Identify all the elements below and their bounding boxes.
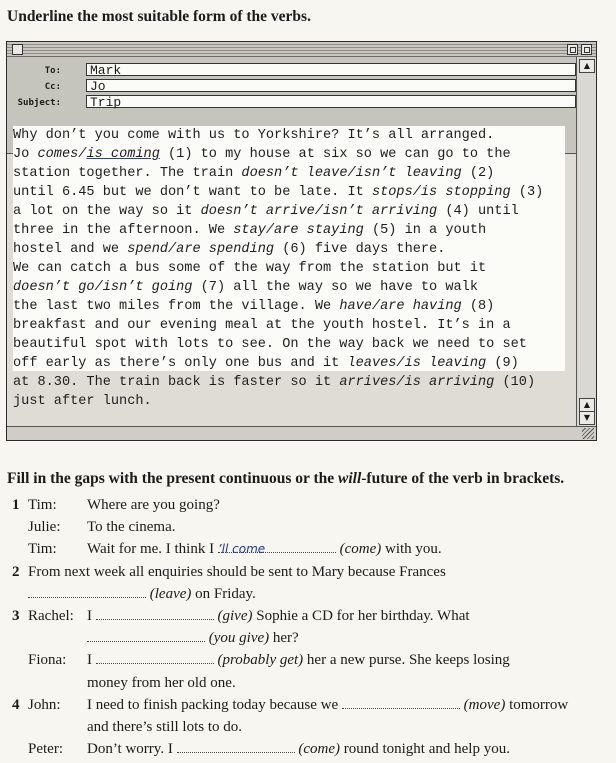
- verb-choice[interactable]: doesn’t arrive/isn’t arriving: [200, 204, 438, 219]
- question-number: 2: [12, 563, 20, 580]
- to-label: To:: [44, 66, 61, 76]
- exercise-row: [12, 538, 612, 560]
- speaker: John:: [28, 696, 61, 713]
- instruction-heading-2: [7, 470, 564, 488]
- answer-blank[interactable]: [96, 605, 214, 620]
- exercise-row: [12, 561, 612, 583]
- verb-choice[interactable]: stay/are staying: [233, 223, 364, 238]
- subject-field[interactable]: Trip: [86, 95, 576, 108]
- instruction-text: Fill in the gaps with the present continuous or the: [7, 470, 338, 487]
- verb-hint: (you give): [208, 630, 270, 647]
- dialogue-text: her a new purse. She keeps losing: [306, 652, 510, 669]
- exercise-row: [12, 694, 612, 716]
- exercise-row: [12, 494, 612, 516]
- speaker: Rachel:: [28, 607, 74, 624]
- verb-choice[interactable]: doesn’t go/isn’t going: [13, 280, 193, 295]
- speaker: Tim:: [28, 497, 57, 513]
- email-line: a lot on the way so it doesn’t arrive/isn’t arriving (4) until: [13, 204, 519, 219]
- question-number: 4: [12, 696, 20, 713]
- verb-hint: (give): [217, 607, 253, 624]
- speaker: Tim:: [28, 541, 57, 558]
- resize-grip-icon[interactable]: [582, 428, 594, 439]
- vertical-scrollbar[interactable]: [576, 57, 596, 426]
- answer-blank[interactable]: [96, 649, 214, 664]
- answer-blank[interactable]: [177, 738, 295, 753]
- email-line: station together. The train doesn’t leave/isn’t leaving (2): [13, 166, 495, 181]
- speaker: Julie:: [28, 519, 61, 536]
- verb-choice[interactable]: have/are having: [339, 299, 462, 314]
- handwritten-answer: ’ll come: [217, 542, 266, 557]
- cc-label: Cc:: [44, 82, 61, 92]
- answer-blank[interactable]: [217, 538, 336, 557]
- exercise: [12, 494, 612, 760]
- dialogue-text: I need to finish packing today because we: [87, 696, 339, 713]
- dialogue-text: tomorrow: [509, 696, 569, 713]
- exercise-row: [12, 605, 612, 627]
- instruction-text: -future of the verb in brackets.: [361, 470, 565, 487]
- zoom-box-icon[interactable]: [567, 44, 578, 55]
- email-line: doesn’t go/isn’t going (7) all the way so we have to walk: [13, 280, 478, 295]
- answer-blank[interactable]: [342, 694, 460, 709]
- email-line: until 6.45 but we don’t want to be late. It stops/is stopping (3): [13, 185, 544, 200]
- email-line: the last two miles from the village. We have/are having (8): [13, 299, 495, 314]
- dialogue-text: with you.: [384, 541, 442, 558]
- answer-blank[interactable]: [28, 583, 146, 598]
- exercise-row: [12, 738, 612, 760]
- speaker: Fiona:: [28, 652, 67, 669]
- email-line: breakfast and our evening meal at the youth hostel. It’s in a: [13, 318, 511, 333]
- verb-choice[interactable]: doesn’t leave/isn’t leaving: [241, 166, 462, 181]
- email-line: at 8.30. The train back is faster so it arrives/is arriving (10): [13, 375, 536, 390]
- email-line: off early as there’s only one bus and it leaves/is leaving (9): [13, 356, 519, 371]
- question-number: 3: [12, 607, 20, 624]
- verb-hint: (leave): [149, 585, 192, 602]
- email-line-with-answer: Jo comes/is coming (1) to my house at six so we can go to the: [13, 147, 511, 162]
- scroll-up-arrow-icon[interactable]: ▲: [579, 59, 595, 73]
- window-title-bar[interactable]: [7, 42, 596, 57]
- scroll-up-arrow-icon[interactable]: ▲: [579, 398, 595, 412]
- dialogue-text: Where are you going?: [87, 497, 220, 513]
- dialogue-text: round tonight and help you.: [343, 741, 510, 758]
- question-number: 1: [12, 497, 20, 513]
- dialogue-text: Don’t worry. I: [87, 741, 173, 758]
- to-field[interactable]: Mark: [86, 63, 576, 76]
- email-line: three in the afternoon. We stay/are staying (5) in a youth: [13, 223, 487, 238]
- instruction-emphasis: will: [338, 470, 362, 487]
- dialogue-text: her?: [272, 630, 299, 647]
- exercise-row: [12, 583, 612, 605]
- speaker: Peter:: [28, 741, 63, 758]
- dialogue-text: and there’s still lots to do.: [87, 718, 242, 735]
- exercise-row: [12, 649, 612, 671]
- email-body[interactable]: [13, 126, 565, 409]
- window-bottom-bar: [7, 426, 596, 440]
- instruction-heading-1: Underline the most suitable form of the verbs.: [7, 8, 311, 25]
- cc-field[interactable]: Jo: [86, 79, 576, 92]
- answer-blank[interactable]: [87, 627, 205, 642]
- dialogue-text: money from her old one.: [87, 674, 236, 691]
- dialogue-text: To the cinema.: [87, 519, 176, 536]
- collapse-box-icon[interactable]: [581, 44, 592, 55]
- dialogue-text: Wait for me. I think I: [87, 541, 215, 558]
- exercise-row: [12, 716, 612, 738]
- verb-hint: (come): [298, 741, 340, 758]
- subject-label: Subject:: [17, 98, 61, 108]
- verb-choice[interactable]: leaves/is leaving: [347, 356, 487, 371]
- email-line: Why don’t you come with us to Yorkshire? It’s all arranged.: [13, 128, 495, 143]
- dialogue-text: I: [87, 607, 92, 624]
- exercise-row: [12, 627, 612, 649]
- verb-choice[interactable]: arrives/is arriving: [339, 375, 495, 390]
- verb-choice[interactable]: stops/is stopping: [371, 185, 511, 200]
- verb-choice[interactable]: spend/are spending: [127, 242, 275, 257]
- exercise-row: [12, 516, 612, 538]
- dialogue-text: Sophie a CD for her birthday. What: [256, 607, 470, 624]
- email-line: beautiful spot with lots to see. On the way back we need to set: [13, 337, 527, 352]
- email-line: hostel and we spend/are spending (6) five days there.: [13, 242, 446, 257]
- dialogue-text: I: [87, 652, 92, 669]
- scroll-down-arrow-icon[interactable]: ▼: [579, 411, 595, 425]
- email-line: just after lunch.: [13, 394, 152, 409]
- email-line: We can catch a bus some of the way from the station but it: [13, 261, 487, 276]
- exercise-row: [12, 672, 612, 694]
- sentence-text: From next week all enquiries should be sent to Mary because Frances: [28, 563, 446, 580]
- verb-hint: (probably get): [217, 652, 304, 669]
- close-box-icon[interactable]: [12, 44, 23, 55]
- sentence-text: on Friday.: [195, 585, 256, 602]
- verb-hint: (move): [463, 696, 506, 713]
- verb-hint: (come): [339, 541, 382, 558]
